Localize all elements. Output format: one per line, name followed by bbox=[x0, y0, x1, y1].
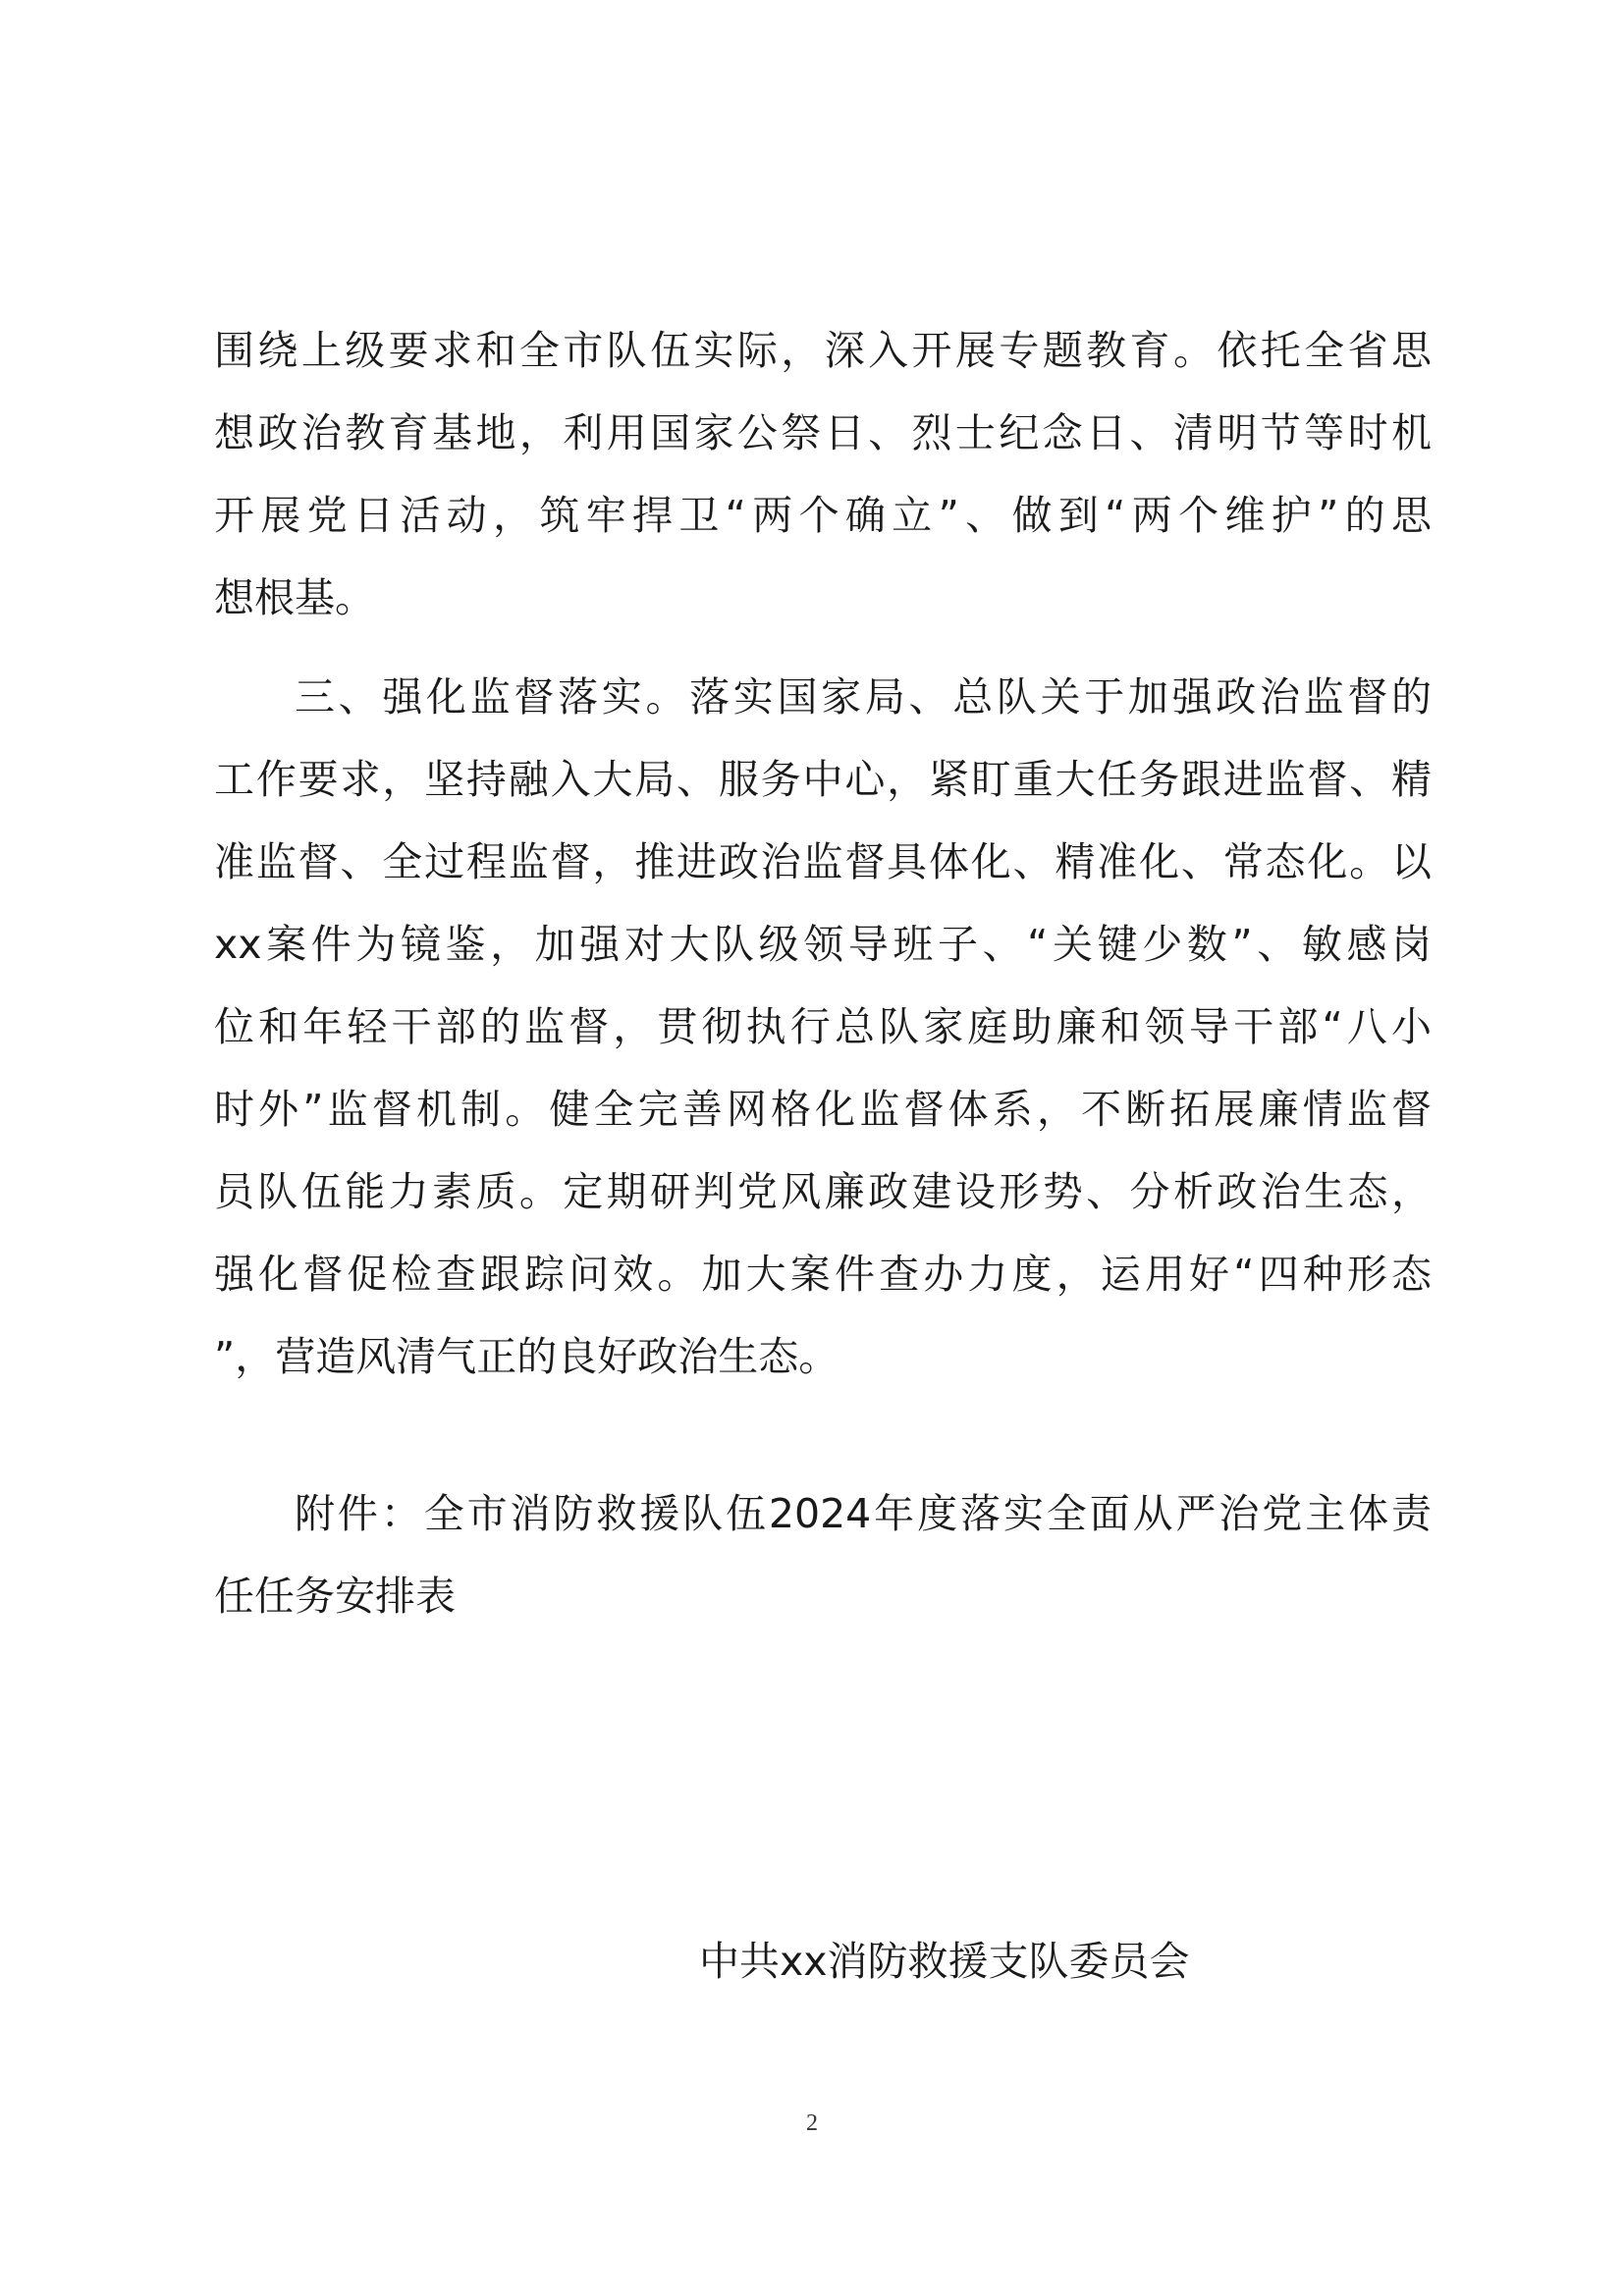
attachment-line: 附件：全市消防救援队伍2024年度落实全面从严治党主体责 bbox=[295, 1490, 1432, 1537]
paragraph-line: 位和年轻干部的监督，贯彻执行总队家庭助廉和领导干部“八小 bbox=[214, 1003, 1432, 1050]
paragraph-line: 强化督促检查跟踪问效。加大案件查办力度，运用好“四种形态 bbox=[214, 1251, 1432, 1298]
paragraph-line: 准监督、全过程监督，推进政治监督具体化、精准化、常态化。以 bbox=[214, 838, 1432, 885]
page-number: 2 bbox=[806, 2110, 818, 2136]
signature: 中共xx消防救援支队委员会 bbox=[699, 1938, 1190, 1985]
section-three-heading-line: 三、强化监督落实。落实国家局、总队关于加强政治监督的 bbox=[295, 673, 1432, 721]
paragraph-line: 想根基。 bbox=[214, 574, 375, 621]
paragraph-line: 围绕上级要求和全市队伍实际，深入开展专题教育。依托全省思 bbox=[214, 327, 1432, 374]
paragraph-line: 时外”监督机制。健全完善网格化监督体系，不断拓展廉情监督 bbox=[214, 1086, 1432, 1133]
paragraph-line: 开展党日活动，筑牢捍卫“两个确立”、做到“两个维护”的思 bbox=[214, 492, 1432, 539]
attachment-line: 任任务安排表 bbox=[214, 1573, 456, 1620]
paragraph-line: 想政治教育基地，利用国家公祭日、烈士纪念日、清明节等时机 bbox=[214, 409, 1432, 456]
paragraph-line: 工作要求，坚持融入大局、服务中心，紧盯重大任务跟进监督、精 bbox=[214, 756, 1432, 803]
paragraph-line: 员队伍能力素质。定期研判党风廉政建设形势、分析政治生态， bbox=[214, 1168, 1432, 1215]
paragraph-line: xx案件为镜鉴，加强对大队级领导班子、“关键少数”、敏感岗 bbox=[214, 921, 1432, 968]
paragraph-line: ”，营造风清气正的良好政治生态。 bbox=[214, 1333, 839, 1380]
